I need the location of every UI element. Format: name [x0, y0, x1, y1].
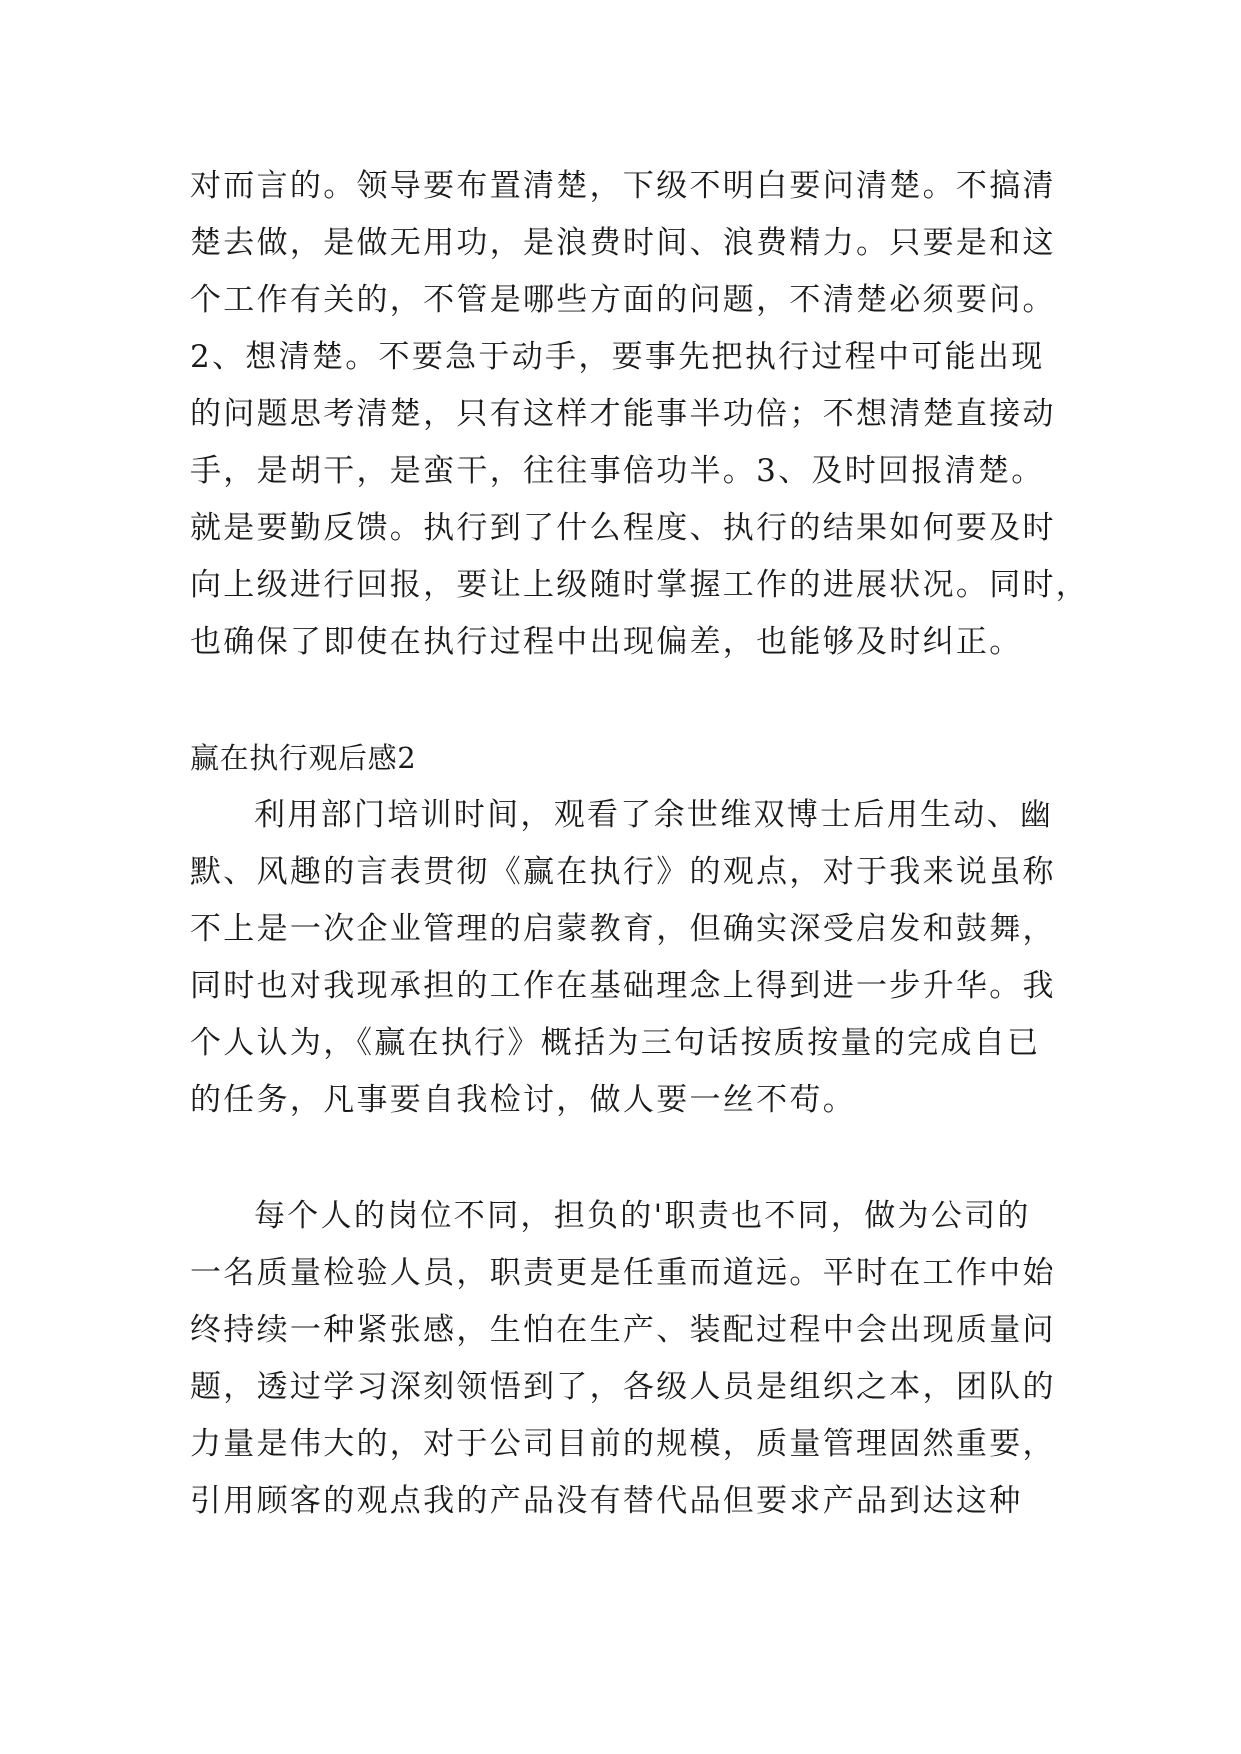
- paragraph-line: 就是要勤反馈。执行到了什么程度、执行的结果如何要及时: [190, 510, 1056, 546]
- paragraph-line: 楚去做，是做无用功，是浪费时间、浪费精力。只要是和这: [190, 225, 1056, 261]
- paragraph-line: 2、想清楚。不要急于动手，要事先把执行过程中可能出现: [190, 339, 1045, 375]
- paragraph-line: 不上是一次企业管理的启蒙教育，但确实深受启发和鼓舞，: [190, 911, 1056, 947]
- paragraph-line: 题，透过学习深刻领悟到了，各级人员是组织之本，团队的: [190, 1369, 1056, 1405]
- paragraph-line: 对而言的。领导要布置清楚，下级不明白要问清楚。不搞清: [190, 168, 1056, 204]
- paragraph-line: 手，是胡干，是蛮干，往往事倍功半。3、及时回报清楚。: [190, 453, 1045, 489]
- paragraph-line: 利用部门培训时间，观看了余世维双博士后用生动、幽: [254, 797, 1054, 833]
- paragraph-line: 的问题思考清楚，只有这样才能事半功倍；不想清楚直接动: [190, 396, 1056, 432]
- paragraph-line: 力量是伟大的，对于公司目前的规模，质量管理固然重要，: [190, 1426, 1056, 1462]
- paragraph-line: 默、风趣的言表贯彻《赢在执行》的观点，对于我来说虽称: [190, 854, 1056, 890]
- paragraph-line: 个人认为，《赢在执行》概括为三句话按质按量的完成自已: [190, 1025, 1041, 1061]
- paragraph-line: 也确保了即使在执行过程中出现偏差，也能够及时纠正。: [190, 624, 1023, 660]
- paragraph-line: 每个人的岗位不同，担负的'职责也不同，做为公司的: [254, 1198, 1031, 1234]
- paragraph-line: 个工作有关的，不管是哪些方面的问题，不清楚必须要问。: [190, 282, 1056, 318]
- paragraph-line: 引用顾客的观点我的产品没有替代品但要求产品到达这种: [190, 1483, 1023, 1519]
- paragraph-line: 向上级进行回报，要让上级随时掌握工作的进展状况。同时，: [190, 567, 1090, 603]
- paragraph-line: 的任务，凡事要自我检讨，做人要一丝不苟。: [190, 1082, 856, 1118]
- paragraph-line: 终持续一种紧张感，生怕在生产、装配过程中会出现质量问: [190, 1312, 1056, 1348]
- paragraph-line: 同时也对我现承担的工作在基础理念上得到进一步升华。我: [190, 968, 1056, 1004]
- paragraph-line: 一名质量检验人员，职责更是任重而道远。平时在工作中始: [190, 1255, 1056, 1291]
- section-heading: 赢在执行观后感2: [190, 741, 417, 775]
